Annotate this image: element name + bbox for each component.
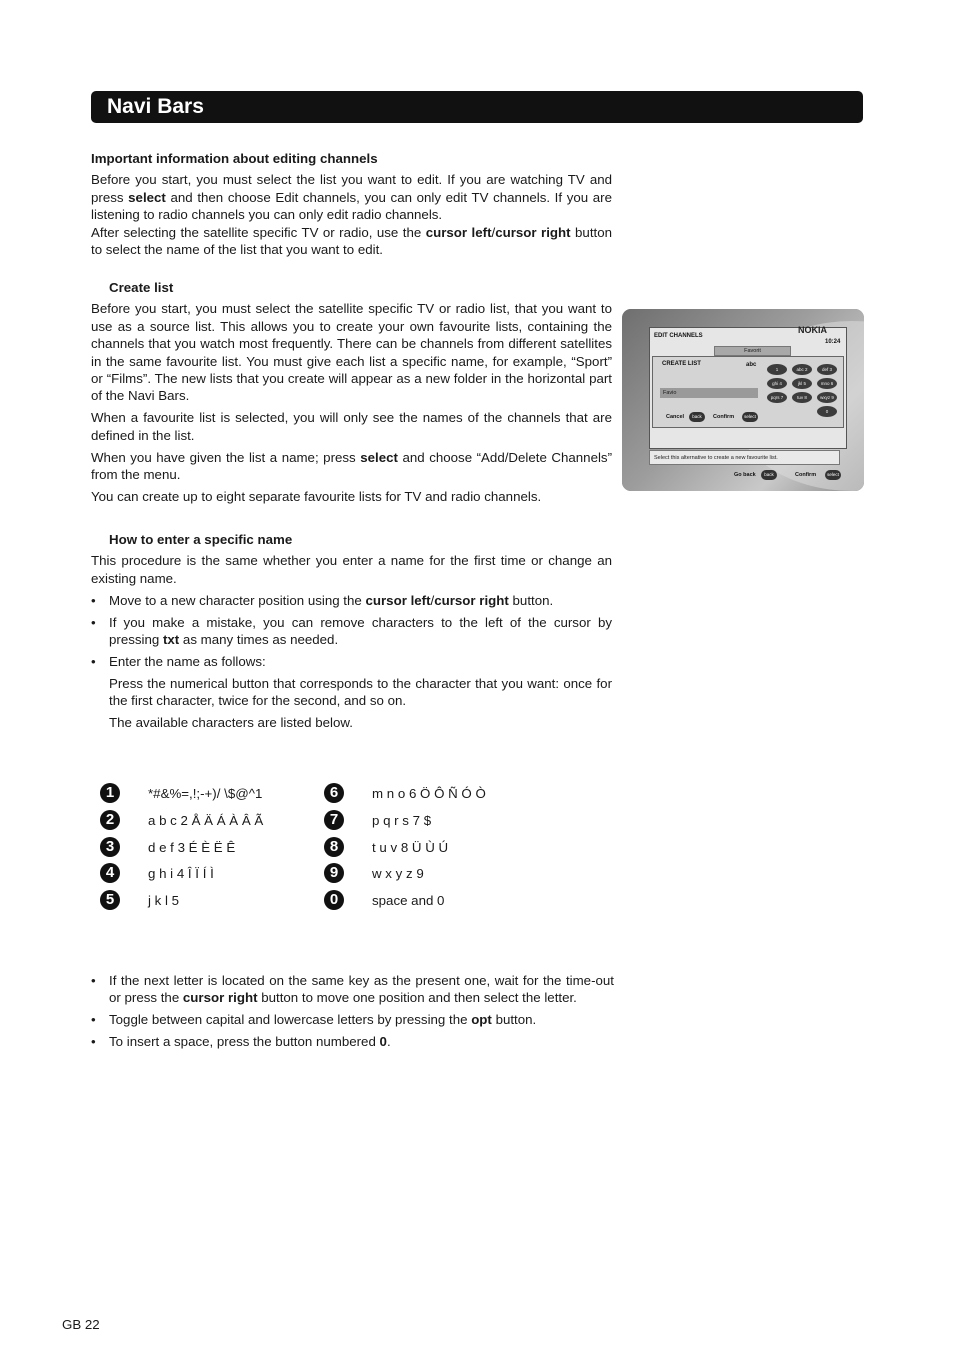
enter-name-sub-1: Press the numerical button that corresponds to the character that you want: once for the first character, twice for the second, and so on. [109, 675, 612, 709]
bullet-dot: • [91, 614, 96, 630]
text-run: cursor right [182, 990, 258, 1006]
text-run: To insert a space, press the button numbered [109, 1034, 380, 1050]
screenshot-footer-back-key: back [761, 470, 777, 480]
page-number: GB 22 [62, 1317, 100, 1332]
text-run: When you have given the list a name; press [91, 449, 361, 465]
screenshot-key: def 3 [817, 364, 837, 375]
screenshot-cancel: Cancel [666, 414, 685, 420]
screenshot-name-field [660, 388, 758, 398]
key-number-icon: 0 [324, 890, 344, 910]
text-run: as many times as needed. [179, 632, 339, 648]
screenshot-select-key: select [742, 412, 758, 422]
key-number-icon: 4 [100, 863, 120, 883]
text-run: txt [162, 632, 180, 648]
text-run: button. [491, 1012, 537, 1028]
key-characters: p q r s 7 $ [372, 812, 432, 828]
text-run: Toggle between capital and lowercase letters by pressing the [109, 1012, 472, 1028]
enter-name-bullet-1 [91, 592, 612, 609]
enter-name-bullet-1-text [109, 592, 612, 609]
text-run: cursor right [434, 592, 509, 608]
key-characters: g h i 4 Î Ï Í Ì [148, 866, 214, 882]
text-run: Before you start, you must select the list you want to edit. If you are watching TV and press [91, 172, 612, 205]
key-characters: w x y z 9 [372, 866, 424, 882]
key-characters: *#&%=,!;-+)/ \$@^1 [148, 786, 263, 801]
enter-name-bullet-3 [91, 653, 612, 670]
tip-bullet [91, 972, 614, 1007]
create-paragraph-4: You can create up to eight separate favourite lists for TV and radio channels. [91, 488, 542, 504]
screenshot-key: pqrs 7 [767, 392, 787, 403]
bullet-dot: • [91, 592, 96, 608]
screenshot-key: ghi 4 [767, 378, 787, 389]
text-run: After selecting the satellite specific TV or radio, use the [91, 224, 426, 240]
key-number-icon: 5 [100, 890, 120, 910]
key-characters: a b c 2 Å Ä Á À Â Ã [148, 812, 264, 828]
tip-bullet-text [109, 1033, 614, 1050]
section-bottom-tips [91, 972, 614, 1055]
text-run: Move to a new character position using the [109, 592, 366, 608]
text-run: select [360, 449, 398, 465]
screenshot-key: mno 6 [817, 378, 837, 389]
enter-name-bullet-3-text: Enter the name as follows: [109, 653, 266, 669]
important-paragraph-1 [91, 171, 612, 223]
screenshot-key: tuv 8 [792, 392, 812, 403]
screenshot-menu-title: EDIT CHANNELS [654, 333, 703, 339]
text-run: / [430, 592, 435, 608]
text-run: select [128, 189, 166, 205]
enter-name-bullet-2-text [109, 614, 612, 649]
screenshot-key: jkl 5 [792, 378, 812, 389]
text-run: button to move one position and then select the letter. [257, 990, 577, 1006]
text-run: cursor right [495, 224, 571, 240]
text-run: and choose “Add/Delete Channels” from the menu. [91, 449, 612, 483]
create-list-screenshot [622, 309, 864, 491]
text-run: and then choose Edit channels, you can only edit TV channels. If you are listening to radio channels you can only edit radio channels. [91, 189, 612, 223]
screenshot-mode: abc [746, 362, 757, 368]
text-run: 0 [379, 1034, 387, 1050]
screenshot-confirm: Confirm [713, 414, 735, 420]
key-characters: space and 0 [372, 893, 445, 909]
text-run: opt [471, 1012, 492, 1028]
enter-name-intro: This procedure is the same whether you enter a name for the first time or change an existing name. [91, 553, 612, 586]
screenshot-footer-confirm: Confirm [795, 472, 817, 478]
screenshot-list-selector-label: Favorit [744, 348, 761, 354]
enter-name-sub-2: The available characters are listed below. [109, 715, 353, 731]
create-paragraph-3 [91, 449, 612, 484]
screenshot-footer-select-key: select [825, 470, 841, 480]
screenshot-key: abc 2 [792, 364, 812, 375]
screenshot-key: 1 [767, 364, 787, 375]
key-number-icon: 1 [100, 783, 120, 803]
screenshot-back-key: back [689, 412, 705, 422]
important-paragraph-2 [91, 224, 612, 259]
section-enter-name [91, 531, 612, 732]
bullet-dot: • [91, 973, 96, 988]
screenshot-time: 10:24 [825, 339, 841, 345]
create-paragraph-1: Before you start, you must select the satellite specific TV or radio list, that you want to use as a source list. This allows you to create your own favourite lists, containing the channels that you watch most frequently. There can be channels from different satellites in the same favourite list. You must give each list a specific name, for example, “Sport” or “Films”. The new lists that you create will appear as a new folder in the horizontal part of the Navi Bars. [91, 301, 612, 404]
title-bar [91, 91, 863, 123]
bullet-dot: • [91, 653, 96, 669]
screenshot-key: 0 [817, 406, 837, 417]
create-paragraph-2: When a favourite list is selected, you will only see the names of the channels that are defined in the list. [91, 410, 612, 443]
bullet-dot: • [91, 1012, 96, 1028]
nokia-logo: NOKIA [798, 325, 827, 335]
key-number-icon: 6 [324, 783, 344, 803]
screenshot-dialog-title: CREATE LIST [662, 361, 701, 367]
key-number-icon: 9 [324, 863, 344, 883]
tip-bullet-text [109, 1011, 614, 1028]
screenshot-info-text: Select this alternative to create a new favourite list. [654, 455, 778, 461]
key-number-icon: 7 [324, 810, 344, 830]
key-characters: j k l 5 [148, 893, 180, 909]
character-table [100, 783, 600, 913]
key-number-icon: 8 [324, 837, 344, 857]
heading-create-list: Create list [109, 280, 174, 295]
text-run: cursor left [365, 592, 431, 608]
text-run: button to select the name of the list that you want to edit. [91, 224, 612, 258]
heading-important: Important information about editing channels [91, 151, 378, 166]
text-run: / [491, 224, 496, 240]
key-number-icon: 3 [100, 837, 120, 857]
section-create-list [91, 279, 612, 505]
page-title: Navi Bars [107, 95, 204, 118]
tip-bullet [91, 1011, 614, 1028]
screenshot-key: wxyz 9 [817, 392, 837, 403]
screenshot-list-selector [714, 346, 791, 356]
section-important [91, 150, 612, 258]
key-characters: t u v 8 Ü Ù Ú [372, 839, 449, 855]
bullet-dot: • [91, 1034, 96, 1050]
text-run: button. [508, 592, 554, 608]
enter-name-bullet-2 [91, 614, 612, 649]
tip-bullet [91, 1033, 614, 1050]
key-characters: d e f 3 É È Ë Ê [148, 839, 236, 855]
text-run: If you make a mistake, you can remove characters to the left of the cursor by pressing [109, 614, 612, 648]
text-run: cursor left [425, 224, 492, 240]
text-run: If the next letter is located on the same key as the present one, wait for the time-out or press the [109, 973, 614, 1006]
screenshot-info-bar [649, 450, 840, 465]
key-number-icon: 2 [100, 810, 120, 830]
heading-enter-name: How to enter a specific name [109, 532, 293, 547]
screenshot-go-back: Go back [734, 472, 756, 478]
tip-bullet-text [109, 972, 614, 1007]
key-characters: m n o 6 Ö Ô Ñ Ó Ò [372, 786, 486, 801]
screenshot-name-value: Favio [663, 390, 677, 396]
text-run: . [386, 1034, 391, 1050]
